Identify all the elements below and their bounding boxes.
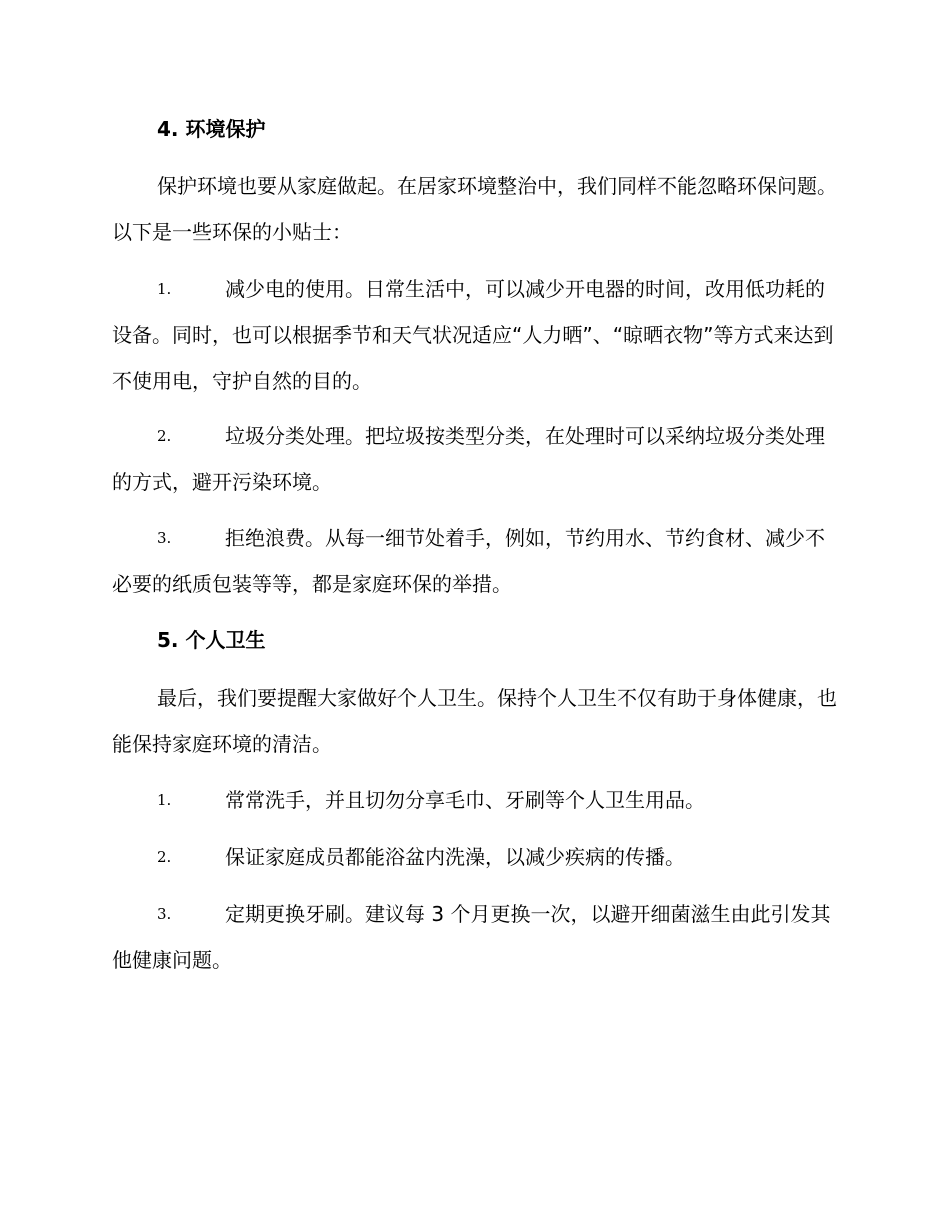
section-heading-environment: 4. 环境保护 bbox=[157, 117, 266, 141]
section-intro-hygiene: 最后，我们要提醒大家做好个人卫生。保持个人卫生不仅有助于身体健康，也能保持家庭环境的清洁。 bbox=[112, 686, 837, 756]
list-item-text: 常常洗手，并且切勿分享毛巾、牙刷等个人卫生用品。 bbox=[225, 788, 705, 812]
list-item bbox=[112, 891, 837, 983]
list-item-text: 保证家庭成员都能浴盆内洗澡，以减少疾病的传播。 bbox=[225, 845, 685, 869]
list-item bbox=[112, 515, 837, 607]
list-item-text: 垃圾分类处理。把垃圾按类型分类，在处理时可以采纳垃圾分类处理的方式，避开污染环境。 bbox=[112, 424, 825, 494]
list-item-text: 减少电的使用。日常生活中，可以减少开电器的时间，改用低功耗的设备。同时，也可以根据季节和天气状况适应“人力晒”、“晾晒衣物”等方式来达到不使用电，守护自然的目的。 bbox=[112, 277, 834, 393]
list-item-number: 2. bbox=[157, 848, 172, 866]
list-item-text: 拒绝浪费。从每一细节处着手，例如，节约用水、节约食材、减少不必要的纸质包装等等，都是家庭环保的举措。 bbox=[112, 526, 825, 596]
list-item-number: 3. bbox=[157, 905, 172, 923]
list-item-text: 定期更换牙刷。建议每 3 个月更换一次，以避开细菌滋生由此引发其他健康问题。 bbox=[112, 902, 831, 972]
section-intro-environment: 保护环境也要从家庭做起。在居家环境整治中，我们同样不能忽略环保问题。以下是一些环保的小贴士： bbox=[112, 174, 837, 244]
list-item bbox=[112, 777, 837, 823]
list-item bbox=[112, 834, 837, 880]
list-item-number: 3. bbox=[157, 529, 172, 547]
section-heading-hygiene: 5. 个人卫生 bbox=[157, 628, 266, 652]
list-item-number: 1. bbox=[157, 791, 172, 809]
list-item-number: 2. bbox=[157, 427, 172, 445]
list-item-number: 1. bbox=[157, 280, 172, 298]
list-item bbox=[112, 266, 837, 404]
list-item bbox=[112, 413, 837, 505]
